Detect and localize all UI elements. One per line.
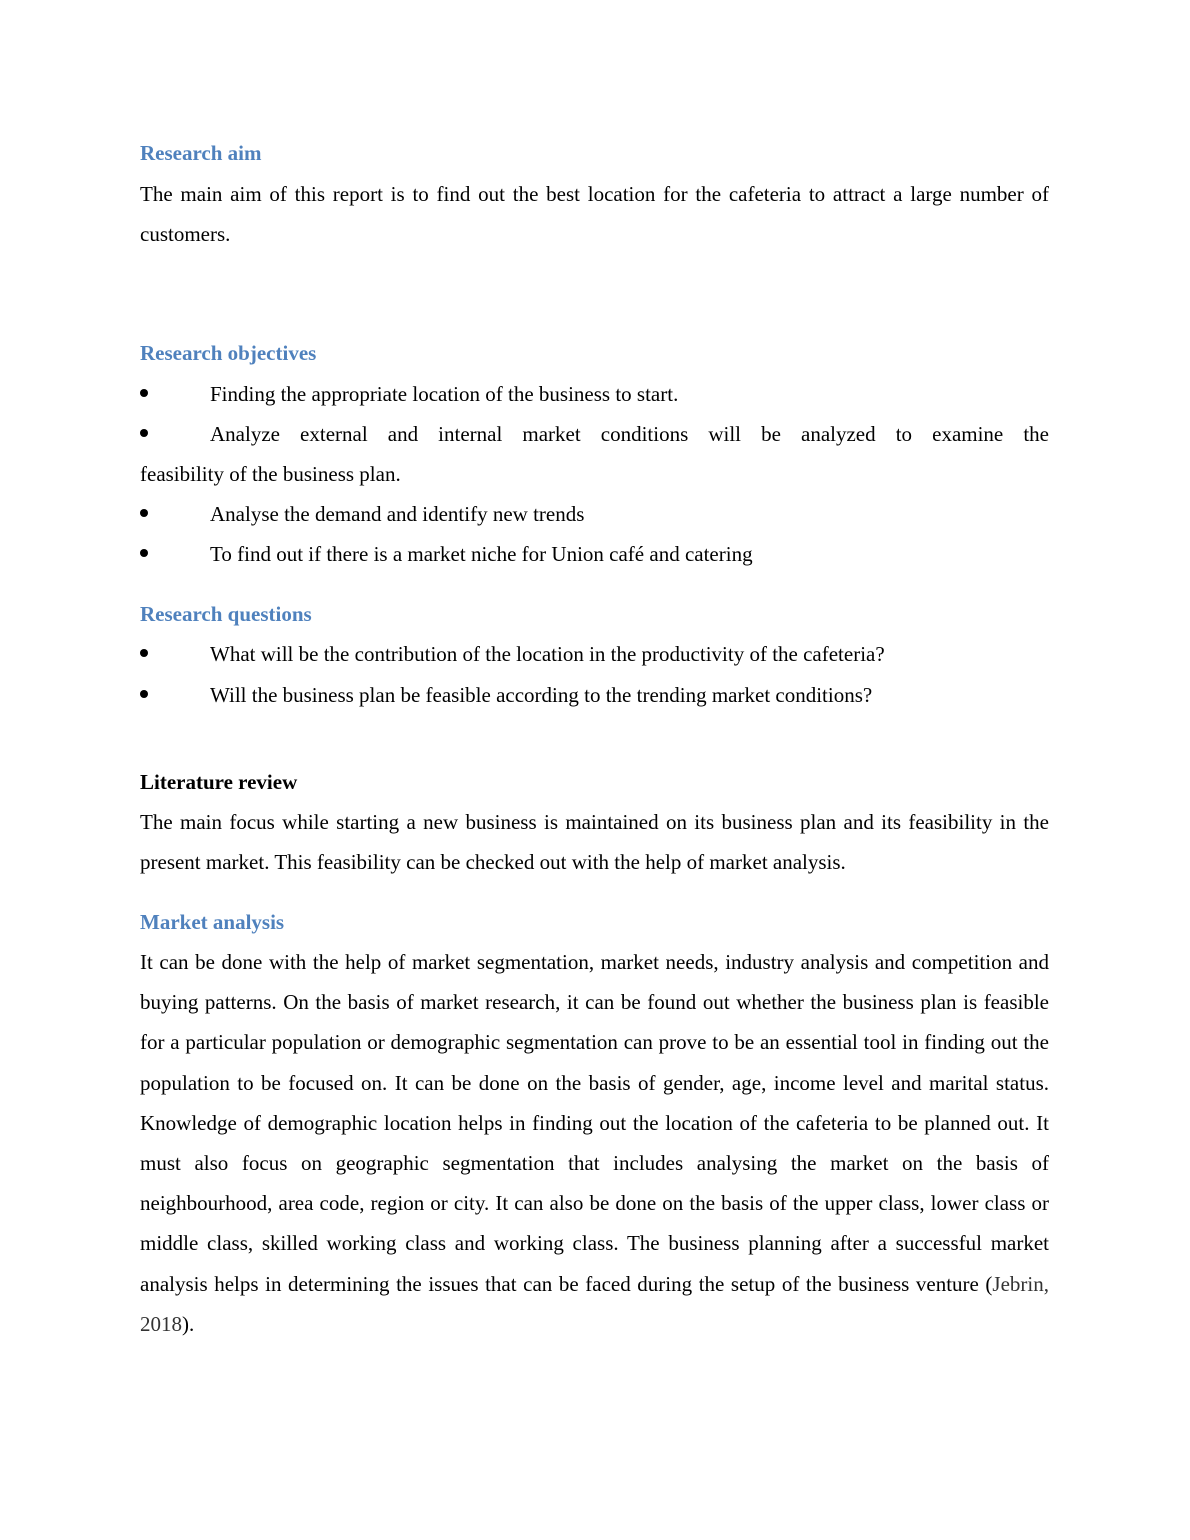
literature-review-paragraph: The main focus while starting a new business is maintained on its business plan and its feasibility in the present market. This feasibility can be checked out with the help of market analysis.	[140, 810, 1049, 875]
objective-text-line1: Analyze external and internal market conditions will be analyzed to examine the	[210, 422, 1049, 446]
objective-item	[140, 414, 1049, 494]
market-analysis-heading: Market analysis	[140, 910, 285, 934]
bullet-icon	[140, 389, 148, 397]
objective-text: To find out if there is a market niche for Union café and catering	[210, 542, 753, 566]
market-analysis-body-end: ).	[182, 1311, 195, 1336]
objective-text-line2: feasibility of the business plan.	[140, 462, 401, 486]
research-objectives-heading: Research objectives	[140, 341, 317, 365]
research-aim-heading: Research aim	[140, 141, 262, 165]
literature-review-heading: Literature review	[140, 770, 298, 794]
bullet-icon	[140, 429, 148, 437]
objective-text: Analyse the demand and identify new trends	[210, 502, 585, 526]
bullet-icon	[140, 549, 148, 557]
bullet-icon	[140, 649, 148, 657]
question-text: What will be the contribution of the location in the productivity of the cafeteria?	[210, 642, 885, 666]
market-analysis-paragraph	[140, 942, 1049, 1344]
objective-text: Finding the appropriate location of the business to start.	[210, 382, 679, 406]
question-text: Will the business plan be feasible according to the trending market conditions?	[210, 683, 873, 707]
research-questions-heading: Research questions	[140, 602, 312, 626]
citation: Jebrin, 2018	[140, 1271, 1049, 1336]
market-analysis-body: It can be done with the help of market segmentation, market needs, industry analysis and competition and buying patterns. On the basis of market research, it can be found out whether the business plan is feasible for a particular population or demographic segmentation can prove to be an essential tool in finding out the population to be focused on. It can be done on the basis of gender, age, income level and marital status. Knowledge of demographic location helps in finding out the location of the cafeteria to be planned out. It must also focus on geographic segmentation that includes analysing the market on the basis of neighbourhood, area code, region or city. It can also be done on the basis of the upper class, lower class or middle class, skilled working class and working class. The business planning after a successful market analysis helps in determining the issues that can be faced during the setup of the business venture (	[140, 950, 1049, 1296]
bullet-icon	[140, 690, 148, 698]
bullet-icon	[140, 509, 148, 517]
research-aim-paragraph: The main aim of this report is to find out the best location for the cafeteria to attract a large number of customers.	[140, 182, 1049, 247]
